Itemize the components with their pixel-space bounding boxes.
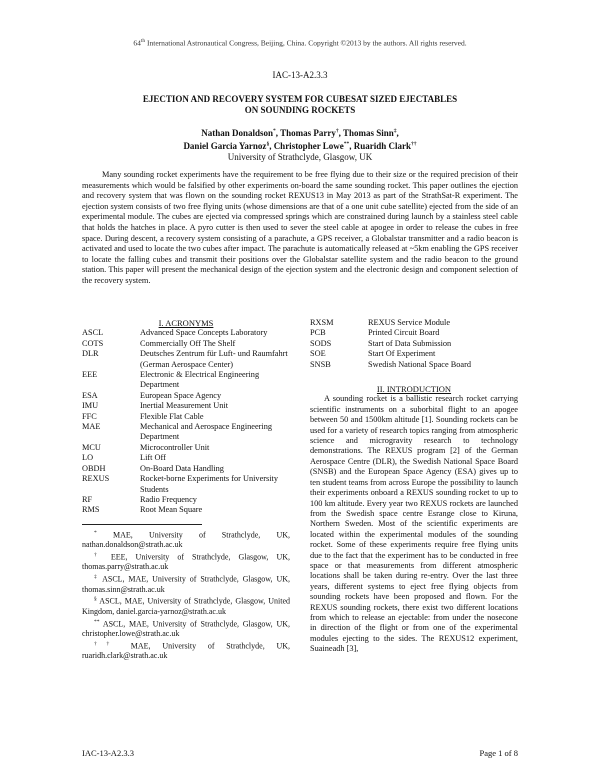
page-number: Page 1 of 8 — [479, 748, 518, 758]
author: Daniel Garcia Yarnoz — [183, 141, 267, 151]
acronym-row: SOE Start Of Experiment — [310, 349, 436, 359]
acronym-row: MCU Microcontroller Unit — [82, 442, 210, 452]
author: Thomas Sinn — [342, 128, 394, 138]
acronym-row: MAE Mechanical and Aerospace Engineering Department — [82, 422, 273, 442]
footnote-divider — [82, 524, 202, 525]
acronym-row: ASCL Advanced Space Concepts Laboratory — [82, 328, 268, 338]
right-column — [310, 318, 518, 655]
introduction-text: A sounding rocket is a ballistic research rocket carrying scientific instruments on a suborbital flight to an apogee between 50 and 1500km altitude [1]. Sounding rockets can be used for a variety of research topics ranging from atmospheric science and microgravity research to technology demonstrations. The REXUS program [2] of the German Aerospace Centre (DLR), the Swedish National Space Board (SNSB) and the European Space Agency (ESA) gives up to ten student teams from across Europe the possibility to launch their experiments onboard a REXUS sounding rocket to up to 100 km altitude. Every year two REXUS rockets are launched from the Swedish space centre Esrange close to Kiruna, Northern Sweden. Most of the scientific experiments are located within the experimental modules of the sounding rocket. Some of these experiments require free flying units due to the fact that the experiment has to be conducted in free space or that measurements from different atmospheric locations shall be taken during re-entry. Over the last three years, different systems to eject free flying objects from sounding rockets have been proposed and flown. For the REXUS sounding rockets, there exist two different locations from which to release an ejectable: from under the nosecone in direction of the flight or from one of the experimental modules ejecting to the sides. The REXUS12 experiment, Suaineadh [3], — [310, 394, 518, 654]
affiliation: University of Strathclyde, Glasgow, UK — [227, 152, 373, 162]
author: Thomas Parry — [280, 128, 336, 138]
acronym-row: PCB Printed Circuit Board — [310, 328, 440, 338]
acronym-row: DLR Deutsches Zentrum für Luft- und Raumfahrt (German Aerospace Center) — [82, 349, 288, 369]
acronym-row: RXSM REXUS Service Module — [310, 318, 451, 327]
author: Christopher Lowe — [273, 141, 344, 151]
author: Ruaridh Clark — [353, 141, 412, 151]
footer-paper-id: IAC-13-A2.3.3 — [82, 748, 134, 758]
acronym-row: ESA European Space Agency — [82, 390, 222, 400]
author-block — [80, 126, 520, 163]
acronym-row: COTS Commercially Off The Shelf — [82, 338, 236, 348]
acronym-row: EEE Electronic & Electrical Engineering Department — [82, 370, 260, 390]
footnote: ** ASCL, MAE, University of Strathclyde, Glasgow, UK, christopher.lowe@strath.ac.uk — [82, 618, 290, 639]
acronym-row: OBDH On-Board Data Handling — [82, 463, 224, 473]
paper-title — [100, 94, 500, 116]
running-header: 64th International Astronautical Congress, Beijing, China. Copyright ©2013 by the authors. All rights reserved. — [133, 38, 467, 48]
footnote: § ASCL, MAE, University of Strathclyde, Glasgow, United Kingdom, daniel.garcia-yarnoz@strath.ac.uk — [82, 596, 290, 616]
acronym-row: FFC Flexible Flat Cable — [82, 411, 204, 421]
author: Nathan Donaldson — [201, 128, 274, 138]
footnotes — [82, 529, 290, 662]
left-column — [82, 318, 290, 662]
acronym-row: LO Lift Off — [82, 453, 166, 463]
footnote: † EEE, University of Strathclyde, Glasgow, UK, thomas.parry@strath.ac.uk — [82, 551, 291, 572]
acronym-row: IMU Inertial Measurement Unit — [82, 401, 229, 411]
footnote: * MAE, University of Strathclyde, UK, nathan.donaldson@strath.ac.uk — [82, 529, 291, 550]
introduction-heading: II. INTRODUCTION — [376, 384, 452, 395]
acronym-row: SNSB Swedish National Space Board — [310, 359, 471, 369]
acronyms-heading: I. ACRONYMS — [158, 318, 214, 328]
footnote: ‡ ASCL, MAE, University of Strathclyde, Glasgow, UK, thomas.sinn@strath.ac.uk — [82, 574, 290, 594]
acronym-row: REXUS Rocket-borne Experiments for University Students — [82, 474, 279, 494]
abstract: Many sounding rocket experiments have the requirement to be free flying due to their size or the required precision of their measurements which would be falsified by other experiments on-board the same sounding rocket. This paper outlines the ejection and recovery system that was flown on the sounding rocket REXUS13 in May 2013 as part of the StrathSat-R experiment. The ejection system consists of two free flying units (whose dimensions are that of a one unit cube satellite) ejected from the side of an experimental module. The cubes are ejected via compressed springs which are constrained during launch by a stainless steel cable that holds the hatches in place. A pyro cutter is then used to sever the steel cable at apogee in order to release the cubes in free space. During descent, a recovery system consisting of a parachute, a GPS receiver, a Globalstar transmitter and a radio beacon is activated and used to locate the two cubes after impact. The parachute is automatically released at ~5km enabling the GPS receiver to locate the falling cubes and transmit their positions over the Globalstar satellite system and the radio beacon to the ground station. This paper will present the mechanical design of the ejection system and the electronic design and component selection of the recovery system. — [82, 170, 518, 285]
acronym-list — [82, 328, 290, 515]
author-names: Nathan Donaldson*, Thomas Parry†, Thomas Sinn‡, Daniel Garcia Yarnoz§, Christopher Lowe**, Ruaridh Clark†† — [183, 128, 417, 151]
acronym-row: RF Radio Frequency — [82, 494, 197, 504]
acronym-row: SODS Start of Data Submission — [310, 338, 452, 348]
paper-id: IAC-13-A2.3.3 — [272, 70, 328, 80]
title-line-1: EJECTION AND RECOVERY SYSTEM FOR CUBESAT SIZED EJECTABLES — [142, 94, 458, 104]
footnote: †† MAE, University of Strathclyde, UK, ruaridh.clark@strath.ac.uk — [82, 640, 291, 661]
acronym-list-continued — [310, 318, 518, 370]
acronym-row: RMS Root Mean Square — [82, 505, 203, 515]
title-line-2: ON SOUNDING ROCKETS — [244, 105, 356, 115]
